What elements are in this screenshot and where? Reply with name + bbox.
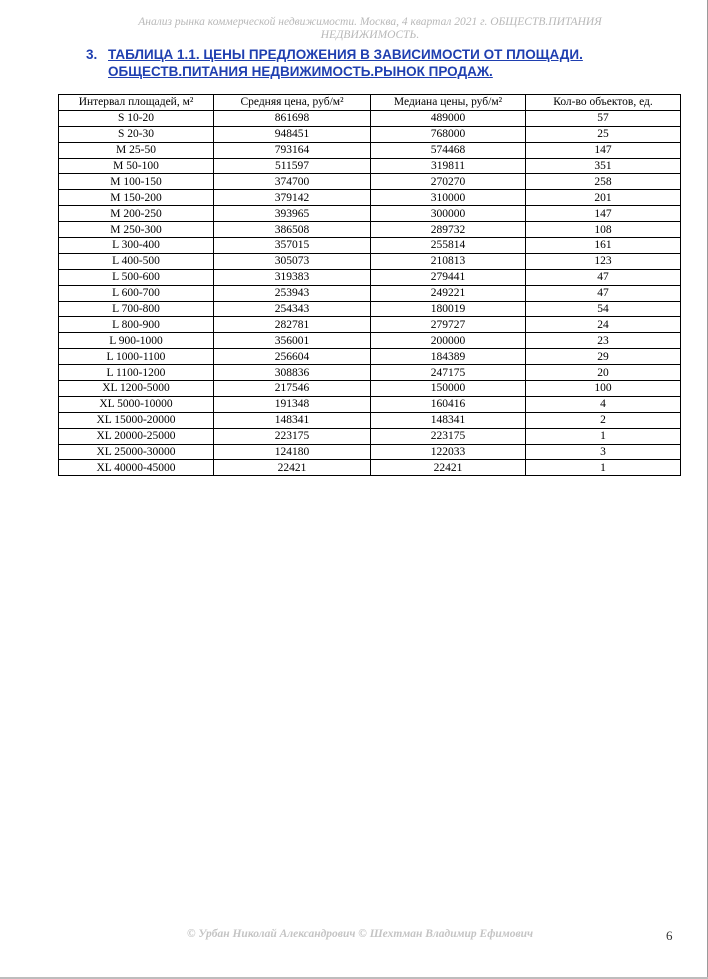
table-header-row: [59, 95, 681, 111]
section-title: [86, 46, 646, 80]
cell-object-count: 54: [526, 301, 681, 317]
table-row: [59, 333, 681, 349]
cell-area-range: L 1000-1100: [59, 349, 214, 365]
table-row: [59, 428, 681, 444]
cell-area-range: L 1100-1200: [59, 365, 214, 381]
table-row: [59, 206, 681, 222]
cell-area-range: M 250-300: [59, 222, 214, 238]
cell-avg-price: 191348: [214, 396, 371, 412]
cell-avg-price: 948451: [214, 126, 371, 142]
cell-object-count: 123: [526, 253, 681, 269]
cell-median-price: 310000: [371, 190, 526, 206]
cell-avg-price: 319383: [214, 269, 371, 285]
cell-avg-price: 124180: [214, 444, 371, 460]
table-row: [59, 460, 681, 476]
table-row: [59, 412, 681, 428]
table-row: [59, 222, 681, 238]
cell-object-count: 201: [526, 190, 681, 206]
running-header: [90, 16, 650, 42]
cell-avg-price: 22421: [214, 460, 371, 476]
cell-area-range: L 800-900: [59, 317, 214, 333]
section-number: 3.: [86, 47, 98, 62]
cell-object-count: 1: [526, 460, 681, 476]
cell-object-count: 47: [526, 285, 681, 301]
table-row: [59, 158, 681, 174]
cell-object-count: 47: [526, 269, 681, 285]
cell-median-price: 279727: [371, 317, 526, 333]
table-row: [59, 396, 681, 412]
cell-area-range: XL 20000-25000: [59, 428, 214, 444]
cell-median-price: 300000: [371, 206, 526, 222]
table-row: [59, 285, 681, 301]
table-row: [59, 110, 681, 126]
cell-avg-price: 217546: [214, 381, 371, 397]
cell-object-count: 161: [526, 238, 681, 254]
cell-object-count: 23: [526, 333, 681, 349]
table-row: [59, 174, 681, 190]
cell-median-price: 289732: [371, 222, 526, 238]
cell-avg-price: 374700: [214, 174, 371, 190]
cell-avg-price: 254343: [214, 301, 371, 317]
cell-object-count: 25: [526, 126, 681, 142]
footer-copyright: © Урбан Николай Александрович © Шехтман Владимир Ефимович: [186, 928, 534, 940]
cell-area-range: S 20-30: [59, 126, 214, 142]
cell-area-range: XL 25000-30000: [59, 444, 214, 460]
column-header-median-price: Медиана цены, руб/м²: [371, 95, 526, 111]
cell-median-price: 319811: [371, 158, 526, 174]
cell-object-count: 100: [526, 381, 681, 397]
cell-median-price: 180019: [371, 301, 526, 317]
cell-avg-price: 861698: [214, 110, 371, 126]
cell-avg-price: 379142: [214, 190, 371, 206]
cell-median-price: 160416: [371, 396, 526, 412]
cell-median-price: 184389: [371, 349, 526, 365]
cell-area-range: XL 15000-20000: [59, 412, 214, 428]
cell-avg-price: 305073: [214, 253, 371, 269]
cell-object-count: 4: [526, 396, 681, 412]
cell-median-price: 279441: [371, 269, 526, 285]
cell-area-range: L 900-1000: [59, 333, 214, 349]
cell-area-range: XL 40000-45000: [59, 460, 214, 476]
cell-area-range: L 300-400: [59, 238, 214, 254]
cell-object-count: 3: [526, 444, 681, 460]
cell-median-price: 210813: [371, 253, 526, 269]
section-title-line1: ТАБЛИЦА 1.1. ЦЕНЫ ПРЕДЛОЖЕНИЯ В ЗАВИСИМОСТИ ОТ ПЛОЩАДИ.: [108, 47, 583, 62]
table-row: [59, 349, 681, 365]
section-title-line2: ОБЩЕСТВ.ПИТАНИЯ НЕДВИЖИМОСТЬ.РЫНОК ПРОДАЖ.: [108, 64, 493, 79]
cell-area-range: M 150-200: [59, 190, 214, 206]
cell-avg-price: 386508: [214, 222, 371, 238]
price-table: [58, 94, 681, 476]
cell-median-price: 489000: [371, 110, 526, 126]
cell-avg-price: 148341: [214, 412, 371, 428]
cell-median-price: 574468: [371, 142, 526, 158]
table-row: [59, 301, 681, 317]
table-body: [59, 110, 681, 475]
table-row: [59, 381, 681, 397]
cell-median-price: 768000: [371, 126, 526, 142]
cell-area-range: L 500-600: [59, 269, 214, 285]
cell-avg-price: 253943: [214, 285, 371, 301]
cell-avg-price: 356001: [214, 333, 371, 349]
table-row: [59, 238, 681, 254]
cell-avg-price: 282781: [214, 317, 371, 333]
cell-median-price: 22421: [371, 460, 526, 476]
cell-object-count: 24: [526, 317, 681, 333]
cell-object-count: 147: [526, 206, 681, 222]
cell-median-price: 223175: [371, 428, 526, 444]
cell-median-price: 247175: [371, 365, 526, 381]
cell-area-range: L 700-800: [59, 301, 214, 317]
cell-avg-price: 393965: [214, 206, 371, 222]
table-row: [59, 444, 681, 460]
cell-area-range: L 400-500: [59, 253, 214, 269]
cell-area-range: M 50-100: [59, 158, 214, 174]
cell-area-range: XL 1200-5000: [59, 381, 214, 397]
cell-median-price: 150000: [371, 381, 526, 397]
cell-area-range: M 25-50: [59, 142, 214, 158]
column-header-avg-price: Средняя цена, руб/м²: [214, 95, 371, 111]
table-row: [59, 365, 681, 381]
cell-avg-price: 308836: [214, 365, 371, 381]
cell-median-price: 148341: [371, 412, 526, 428]
running-header-line1: Анализ рынка коммерческой недвижимости. Москва, 4 квартал 2021 г. ОБЩЕСТВ.ПИТАНИЯ: [138, 16, 602, 28]
cell-object-count: 1: [526, 428, 681, 444]
cell-avg-price: 223175: [214, 428, 371, 444]
cell-object-count: 20: [526, 365, 681, 381]
cell-area-range: M 200-250: [59, 206, 214, 222]
cell-object-count: 108: [526, 222, 681, 238]
cell-avg-price: 357015: [214, 238, 371, 254]
cell-area-range: S 10-20: [59, 110, 214, 126]
cell-area-range: L 600-700: [59, 285, 214, 301]
cell-object-count: 2: [526, 412, 681, 428]
cell-median-price: 122033: [371, 444, 526, 460]
cell-object-count: 29: [526, 349, 681, 365]
cell-median-price: 270270: [371, 174, 526, 190]
table-row: [59, 190, 681, 206]
cell-median-price: 255814: [371, 238, 526, 254]
table-row: [59, 317, 681, 333]
table-row: [59, 269, 681, 285]
cell-avg-price: 256604: [214, 349, 371, 365]
cell-object-count: 258: [526, 174, 681, 190]
cell-object-count: 147: [526, 142, 681, 158]
cell-median-price: 249221: [371, 285, 526, 301]
column-header-object-count: Кол-во объектов, ед.: [526, 95, 681, 111]
cell-area-range: M 100-150: [59, 174, 214, 190]
cell-median-price: 200000: [371, 333, 526, 349]
running-header-line2: НЕДВИЖИМОСТЬ.: [320, 29, 420, 41]
table-row: [59, 142, 681, 158]
cell-avg-price: 793164: [214, 142, 371, 158]
cell-area-range: XL 5000-10000: [59, 396, 214, 412]
table-row: [59, 126, 681, 142]
cell-object-count: 351: [526, 158, 681, 174]
cell-object-count: 57: [526, 110, 681, 126]
cell-avg-price: 511597: [214, 158, 371, 174]
page-number: 6: [666, 928, 673, 943]
table-row: [59, 253, 681, 269]
column-header-area-range: Интервал площадей, м²: [59, 95, 214, 111]
